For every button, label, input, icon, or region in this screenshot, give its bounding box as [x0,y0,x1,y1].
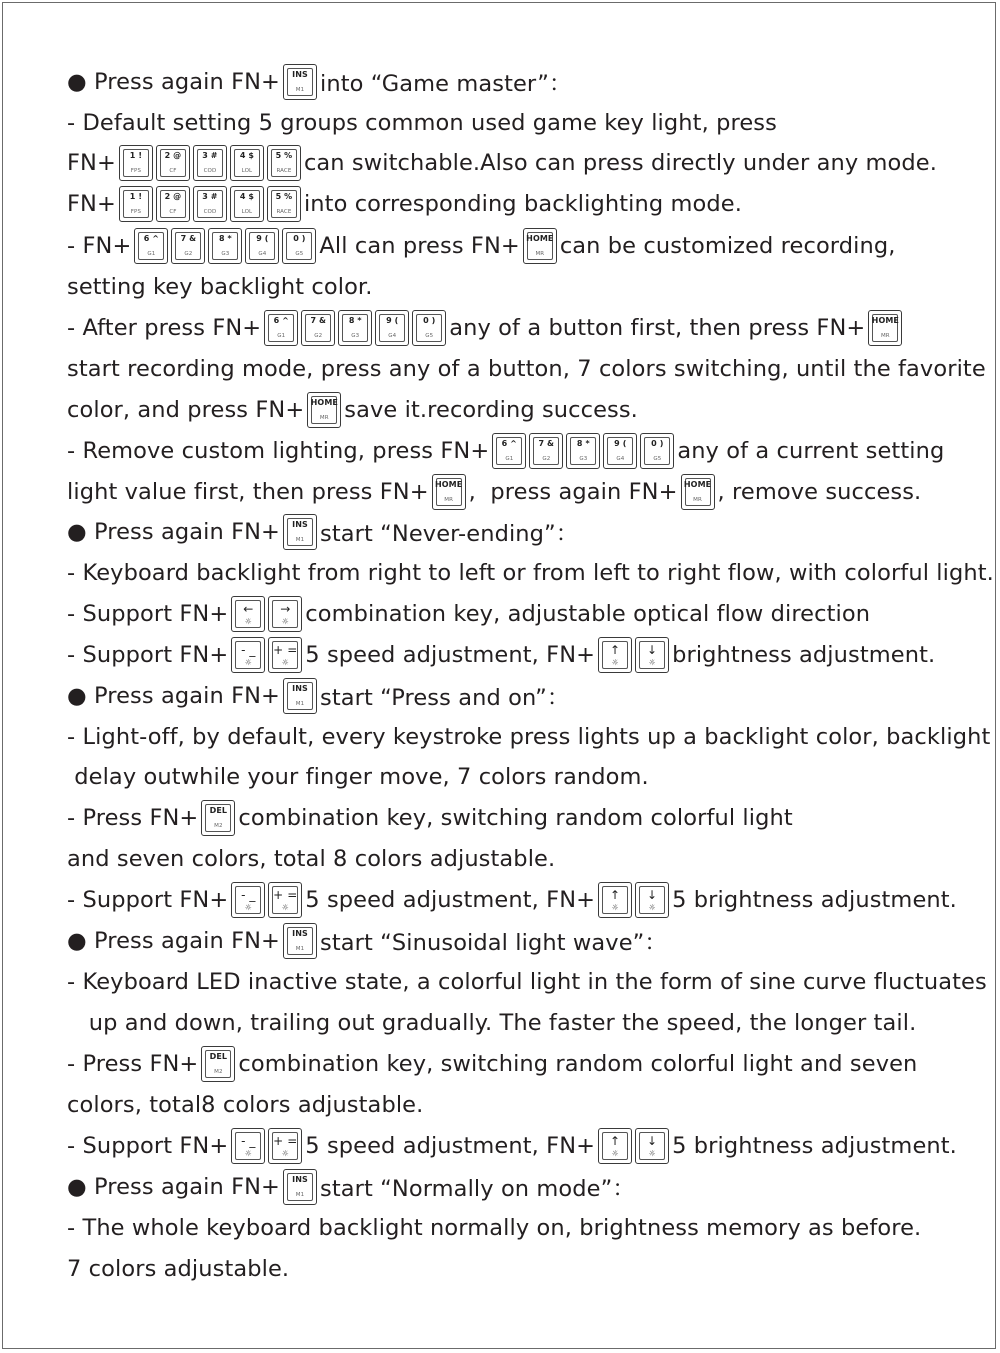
key-sub-label: MR [444,497,454,503]
key-ins-m1-icon [283,64,317,100]
keycap-group [283,678,317,714]
key-sub-label: G4 [388,333,397,339]
key-sub-label: M1 [295,87,305,93]
light-icon: ☼ [611,903,619,912]
key-sub-label: M1 [295,1192,305,1198]
key-sub-label: MR [693,497,702,503]
keycap-group [201,1046,235,1082]
text-segment: start “Normally on mode”： [320,1176,635,1202]
key-top-label: DEL [209,806,228,815]
key-top-label: 6 ^ [143,234,160,243]
text-line [67,676,569,716]
key-arrow-glyph: + = [273,643,298,657]
key-top-label: HOME [310,398,338,407]
key-home-mr-icon [523,228,557,264]
text-segment: save it.recording success. [344,397,638,423]
keycap-group [231,596,302,632]
key-sub-label: G1 [277,333,286,339]
key-down-icon [635,637,669,673]
key-up-icon [598,882,632,918]
keycap-group [432,474,466,510]
key-top-label: 8 * [576,439,590,448]
key-top-label: 4 $ [239,192,255,201]
key-sub-label: M2 [214,823,223,829]
key-k4-icon [230,186,264,222]
keycap-group [231,882,302,918]
keycap-group [523,228,557,264]
key-sub-label: G4 [616,456,625,462]
key-k1-icon [119,186,153,222]
key-k0-icon [282,228,316,264]
key-arrow-glyph: ↓ [647,643,658,657]
key-plus-icon [268,882,302,918]
text-segment: - After press FN+ [67,315,262,341]
keycap-group [283,514,317,550]
key-del-m2-icon [201,1046,235,1082]
text-segment: combination key, switching random colorful light and seven [238,1051,918,1077]
key-top-label: HOME [871,316,899,325]
key-down-icon [635,882,669,918]
text-segment: - Press FN+ [67,805,199,831]
text-segment: ● Press again FN+ [67,69,280,95]
light-icon: ☼ [281,1149,289,1158]
key-k7-icon [171,228,205,264]
key-k3-icon [193,145,227,181]
light-icon: ☼ [611,658,619,667]
key-k6-icon [134,228,168,264]
key-sub-label: CF [169,209,177,215]
key-sub-label: G3 [579,456,588,462]
key-ins-m1-icon [283,514,317,550]
key-top-label: 9 ( [386,316,399,325]
text-segment: combination key, adjustable optical flow direction [305,601,871,627]
key-top-label: 1 ! [129,192,143,201]
keycap-group [231,1128,302,1164]
key-k9-icon [245,228,279,264]
key-k6-icon [264,310,298,346]
key-top-label: 3 # [202,192,218,201]
text-segment: any of a button first, then press FN+ [449,315,866,341]
text-segment: - The whole keyboard backlight normally on, brightness memory as before. [67,1215,922,1241]
key-k5-icon [267,145,301,181]
key-top-label: 8 * [348,316,362,325]
text-line [67,62,572,102]
text-segment: can be customized recording, [559,233,896,259]
keycap-group [598,882,669,918]
key-sub-label: G5 [653,456,662,462]
key-top-label: 0 ) [293,234,306,243]
key-arrow-glyph: + = [273,888,298,902]
text-segment: brightness adjustment. [672,642,936,668]
text-line [67,103,777,143]
key-sub-label: M1 [295,946,305,952]
text-segment: - Keyboard backlight from right to left or from left to right flow, with colorful light. [67,560,994,586]
text-segment: , press again FN+ [468,479,678,505]
key-k5-icon [267,186,301,222]
text-line [67,226,896,266]
text-segment: up and down, trailing out gradually. The faster the speed, the longer tail. [67,1010,917,1036]
keycap-group [283,64,317,100]
key-arrow-glyph: - _ [241,643,256,657]
key-top-label: 2 @ [164,151,182,160]
key-sub-label: G2 [542,456,551,462]
text-line [67,962,987,1002]
key-k1-icon [119,145,153,181]
text-line [67,431,944,471]
keycap-group [307,392,341,428]
key-sub-label: RACE [276,168,292,174]
key-k2-icon [156,186,190,222]
text-segment: - Support FN+ [67,887,229,913]
key-sub-label: G1 [147,251,156,257]
key-top-label: INS [292,684,308,693]
key-k7-icon [301,310,335,346]
text-segment: 5 brightness adjustment. [672,887,957,913]
keycap-group [492,433,674,469]
key-arrow-glyph: ↓ [647,1134,658,1148]
keycap-group [231,637,302,673]
text-segment: colors, total8 colors adjustable. [67,1092,424,1118]
key-k9-icon [603,433,637,469]
text-segment: 5 speed adjustment, FN+ [305,1133,596,1159]
key-down-icon [635,1128,669,1164]
key-top-label: HOME [683,480,712,489]
key-plus-icon [268,1128,302,1164]
light-icon: ☼ [611,1149,619,1158]
key-arrow-glyph: + = [273,1134,298,1148]
key-del-m2-icon [201,800,235,836]
text-line [67,1208,921,1248]
keycap-group [201,800,235,836]
text-segment: and seven colors, total 8 colors adjustable. [67,846,556,872]
key-sub-label: G5 [295,251,304,257]
key-k0-icon [640,433,674,469]
keycap-group [264,310,446,346]
text-line [67,1126,957,1166]
key-home-mr-icon [868,310,902,346]
key-k2-icon [156,145,190,181]
key-top-label: 5 % [275,151,293,160]
key-arrow-glyph: ↑ [610,888,621,902]
text-segment: into “Game master”： [320,71,572,97]
text-line [67,143,937,183]
key-top-label: 7 & [310,316,327,325]
text-segment: ● Press again FN+ [67,928,280,954]
key-top-label: 3 # [202,151,218,160]
key-sub-label: M2 [214,1069,223,1075]
key-minus-icon [231,882,265,918]
key-k3-icon [193,186,227,222]
text-line [67,472,921,512]
text-segment: - Support FN+ [67,601,229,627]
text-segment: setting key backlight color. [67,274,373,300]
text-line [67,267,372,307]
text-segment: - Press FN+ [67,1051,199,1077]
key-home-mr-icon [307,392,341,428]
text-segment: delay outwhile your finger move, 7 colors random. [67,764,649,790]
text-segment: color, and press FN+ [67,397,305,423]
key-top-label: 8 * [218,234,232,243]
keycap-group [283,923,317,959]
keycap-group [598,1128,669,1164]
key-sub-label: G2 [314,333,323,339]
light-icon: ☼ [281,658,289,667]
key-home-mr-icon [432,474,466,510]
key-ins-m1-icon [283,923,317,959]
key-k0-icon [412,310,446,346]
key-arrow-glyph: ↓ [647,888,658,902]
key-top-label: 2 @ [164,192,182,201]
text-line [67,757,649,797]
light-icon: ☼ [648,903,656,912]
key-top-label: 1 ! [129,151,143,160]
text-line [67,1167,635,1207]
text-segment: light value first, then press FN+ [67,479,429,505]
text-line [67,512,578,552]
text-segment: - Keyboard LED inactive state, a colorful light in the form of sine curve fluctuates [67,969,987,995]
text-segment: - Support FN+ [67,642,229,668]
key-sub-label: COD [203,168,217,174]
text-segment: FN+ [67,191,116,217]
key-up-icon [598,637,632,673]
key-ins-m1-icon [283,678,317,714]
light-icon: ☼ [244,617,252,626]
key-top-label: 7 & [538,439,555,448]
light-icon: ☼ [648,1149,656,1158]
text-segment: combination key, switching random colorful light [238,805,793,831]
light-icon: ☼ [648,658,656,667]
text-segment: 5 speed adjustment, FN+ [305,887,596,913]
text-segment: 5 brightness adjustment. [672,1133,957,1159]
key-top-label: 6 ^ [273,316,289,325]
text-segment: can switchable.Also can press directly under any mode. [303,150,937,176]
key-k8-icon [208,228,242,264]
key-top-label: INS [292,1175,308,1184]
light-icon: ☼ [244,903,252,912]
key-top-label: 0 ) [651,439,664,448]
key-top-label: 0 ) [423,316,436,325]
key-sub-label: G1 [505,456,514,462]
key-sub-label: G3 [351,333,360,339]
keycap-group [283,1169,317,1205]
keycap-group [119,145,301,181]
key-top-label: INS [292,520,308,529]
key-minus-icon [231,637,265,673]
key-sub-label: FPS [130,209,142,215]
key-top-label: 6 ^ [501,439,517,448]
text-line [67,308,905,348]
key-top-label: HOME [526,234,554,243]
text-segment: 7 colors adjustable. [67,1256,290,1282]
text-line [67,553,994,593]
key-sub-label: M1 [295,537,305,543]
text-line [67,880,957,920]
key-sub-label: MR [535,251,545,257]
text-segment: FN+ [67,150,116,176]
key-sub-label: LOL [241,209,253,215]
key-sub-label: G3 [221,251,230,257]
key-top-label: DEL [209,1052,228,1061]
text-segment: - Light-off, by default, every keystroke press lights up a backlight color, backlight [67,724,991,750]
key-sub-label: CF [169,168,177,174]
text-line [67,635,935,675]
text-segment: - FN+ [67,233,132,259]
light-icon: ☼ [281,617,289,626]
key-k8-icon [566,433,600,469]
text-segment: ● Press again FN+ [67,683,280,709]
text-segment: ● Press again FN+ [67,519,280,545]
key-minus-icon [231,1128,265,1164]
text-segment: start “Never-ending”： [320,521,579,547]
key-top-label: 4 $ [239,151,255,160]
key-top-label: INS [292,929,308,938]
key-sub-label: G5 [425,333,434,339]
key-sub-label: M1 [295,701,305,707]
text-line [67,798,793,838]
text-line [67,390,638,430]
light-icon: ☼ [244,658,252,667]
text-line [67,839,555,879]
text-line [67,594,870,634]
key-top-label: INS [292,70,308,79]
key-sub-label: MR [319,415,329,421]
key-k4-icon [230,145,264,181]
text-line [67,1044,917,1084]
text-line [67,349,986,389]
key-arrow-glyph: - _ [241,888,256,902]
key-sub-label: MR [880,333,890,339]
key-sub-label: G4 [258,251,267,257]
text-segment: - Default setting 5 groups common used game key light, press [67,110,777,136]
keycap-group [134,228,316,264]
key-top-label: 7 & [180,234,197,243]
key-sub-label: G2 [184,251,193,257]
key-top-label: HOME [434,480,463,489]
key-arrow-glyph: ↑ [610,643,621,657]
key-arrow-glyph: → [280,602,291,616]
text-line [67,921,667,961]
keycap-group [681,474,715,510]
key-k6-icon [492,433,526,469]
key-sub-label: COD [203,209,217,215]
light-icon: ☼ [244,1149,252,1158]
key-left-icon [231,596,265,632]
key-right-icon [268,596,302,632]
key-top-label: 5 % [275,192,293,201]
key-top-label: 9 ( [256,234,269,243]
key-sub-label: LOL [241,168,253,174]
text-line [67,717,990,757]
key-k7-icon [529,433,563,469]
key-ins-m1-icon [283,1169,317,1205]
light-icon: ☼ [281,903,289,912]
key-arrow-glyph: ↑ [610,1134,621,1148]
text-line [67,184,742,224]
key-plus-icon [268,637,302,673]
key-up-icon [598,1128,632,1164]
keycap-group [868,310,902,346]
text-segment: into corresponding backlighting mode. [303,191,742,217]
text-segment: ● Press again FN+ [67,1174,280,1200]
key-k8-icon [338,310,372,346]
text-segment: start “Sinusoidal light wave”： [320,930,668,956]
key-sub-label: RACE [276,209,292,215]
text-segment: 5 speed adjustment, FN+ [305,642,596,668]
key-k9-icon [375,310,409,346]
text-segment: - Support FN+ [67,1133,229,1159]
key-arrow-glyph: ← [243,602,254,616]
text-segment: any of a current setting [677,438,945,464]
keycap-group [598,637,669,673]
text-segment: start “Press and on”： [320,685,570,711]
text-line [67,1249,289,1289]
text-segment: , remove success. [717,479,922,505]
text-line [67,1085,423,1125]
text-line [67,1003,916,1043]
text-segment: start recording mode, press any of a button, 7 colors switching, until the favorite [67,356,986,382]
key-top-label: 9 ( [614,439,627,448]
key-arrow-glyph: - _ [241,1134,256,1148]
key-sub-label: FPS [130,168,142,174]
keycap-group [119,186,301,222]
text-segment: All can press FN+ [319,233,520,259]
key-home-mr-icon [681,474,715,510]
text-segment: - Remove custom lighting, press FN+ [67,438,490,464]
